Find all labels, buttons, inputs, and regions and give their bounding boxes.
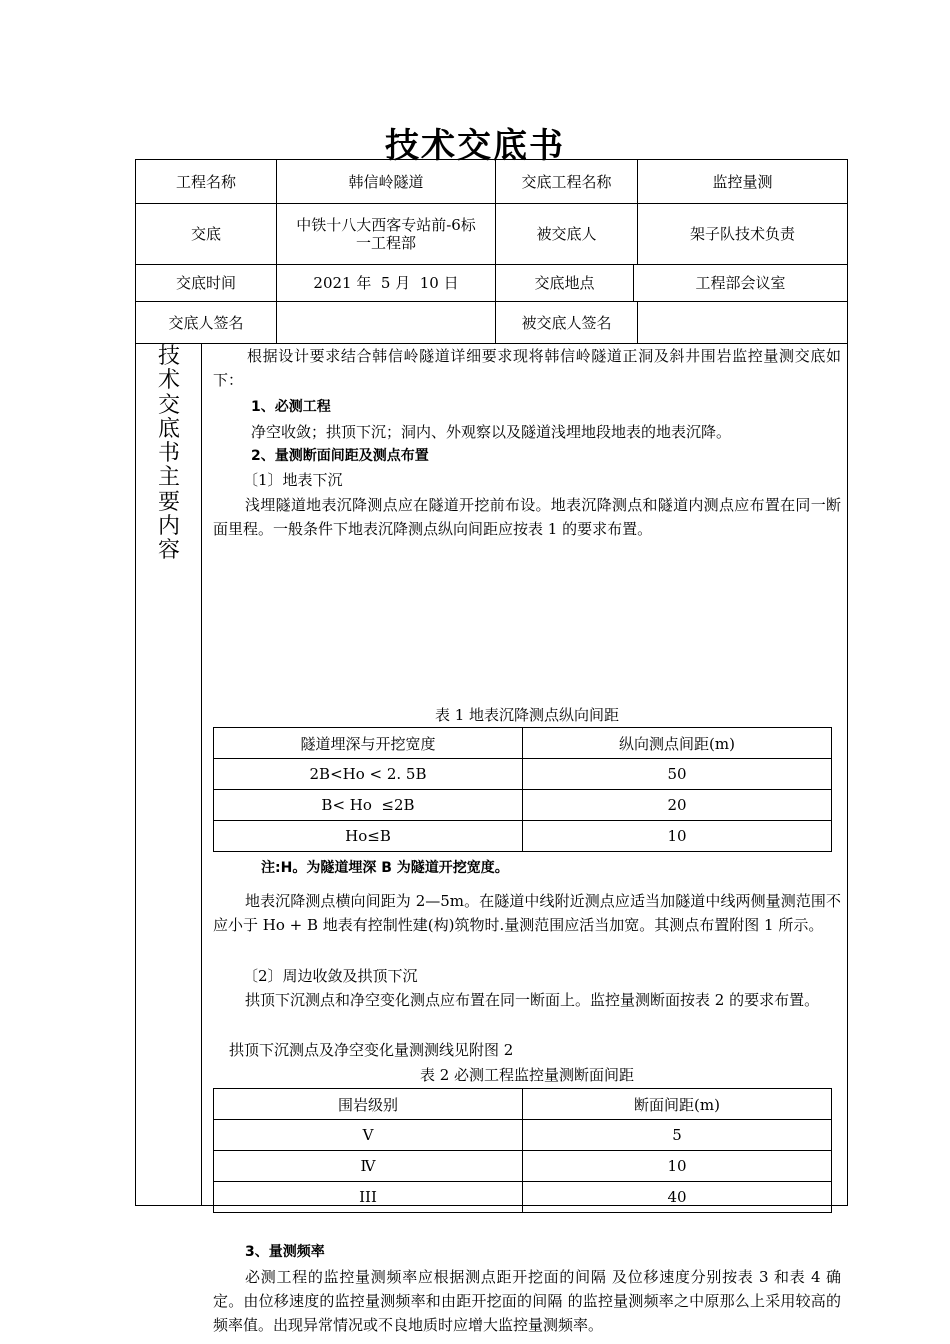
table-row — [214, 1151, 832, 1182]
time-value: 2021 年 5 月 10 日 — [276, 264, 495, 301]
header-row-1 — [136, 160, 847, 204]
table-cell: Ho≤B — [214, 821, 523, 852]
handover-project-label: 交底工程名称 — [495, 160, 637, 203]
handover-project-value: 监控量测 — [637, 160, 847, 203]
table-1-caption: 表 1 地表沉降测点纵向间距 — [434, 706, 620, 724]
document-title: 技术交底书 — [385, 126, 565, 166]
table-row — [214, 1182, 832, 1213]
intro-paragraph: 根据设计要求结合韩信岭隧道详细要求现将韩信岭隧道正洞及斜井围岩监控量测交底如下： — [213, 347, 841, 389]
table-cell: Ⅳ — [214, 1151, 523, 1182]
table-row — [214, 821, 832, 852]
table-row — [214, 790, 832, 821]
surface-settlement-paragraph: 浅埋隧道地表沉降测点应在隧道开挖前布设。地表沉降测点和隧道内测点应布置在同一断面里程。一般条件下地表沉降测点纵向间距应按表 1 的要求布置。 — [213, 496, 841, 538]
recipient-value: 架子队技术负责 — [637, 203, 847, 264]
frequency-paragraph: 必测工程的监控量测频率应根据测点距开挖面的间隔 及位移速度分别按表 3 和表 4 确定。由位移速度的监控量测频率和由距开挖面的间隔 的监控量测频率之中原那么上采用较高的频率值。出现异常情况或不良地质时应增大监控量测频率。 — [213, 1268, 841, 1334]
handover-unit-value: 中铁十八大西客专站前-6标一工程部 — [276, 203, 495, 264]
table-row — [214, 728, 832, 759]
content-side-column — [136, 343, 202, 1205]
recipient-label: 被交底人 — [495, 203, 637, 264]
header-row-3 — [136, 264, 847, 302]
table-1 — [213, 727, 832, 852]
table-row — [214, 1120, 832, 1151]
table-cell: 40 — [523, 1182, 832, 1213]
subsection-2: 〔2〕周边收敛及拱顶下沉 — [243, 967, 418, 985]
table-row — [214, 1089, 832, 1120]
table-cell: 10 — [523, 821, 832, 852]
table-cell: 20 — [523, 790, 832, 821]
project-name-value: 韩信岭隧道 — [276, 160, 495, 203]
table-header-cell: 断面间距(m) — [523, 1089, 832, 1120]
table-header-cell: 隧道埋深与开挖宽度 — [214, 728, 523, 759]
table-1-note: 注:H。为隧道埋深 B 为隧道开挖宽度。 — [261, 860, 509, 876]
location-label: 交底地点 — [495, 264, 633, 301]
handover-form — [135, 159, 848, 1334]
table-2-caption: 表 2 必测工程监控量测断面间距 — [419, 1066, 635, 1084]
lateral-spacing-paragraph: 地表沉降测点横向间距为 2—5m。在隧道中线附近测点应适当加隧道中线两侧量测范围不应小于 Ho + B 地表有控制性建(构)筑物时.量测范围应活当加宽。其测点布置附图 1 所示。 — [213, 892, 841, 934]
project-name-label: 工程名称 — [175, 173, 236, 191]
table-row — [214, 759, 832, 790]
recipient-signer-label: 被交底人签名 — [495, 301, 637, 343]
required-items-text: 净空收敛；拱顶下沉；洞内、外观察以及隧道浅埋地段地表的地表沉降。 — [251, 423, 732, 441]
table-cell: V — [214, 1120, 523, 1151]
table-header-cell: 纵向测点间距(m) — [523, 728, 832, 759]
figure-reference: 拱顶下沉测点及净空变化量测测线见附图 2 — [229, 1041, 514, 1059]
convergence-paragraph: 拱顶下沉测点和净空变化测点应布置在同一断面上。监控量测断面按表 2 的要求布置。 — [245, 991, 820, 1009]
handover-label: 交底 — [190, 225, 221, 243]
side-label: 技术交底书主要内容 — [157, 344, 180, 564]
location-value: 工程部会议室 — [633, 264, 847, 301]
table-cell: 5 — [523, 1120, 832, 1151]
table-2 — [213, 1088, 832, 1213]
table-header-cell: 围岩级别 — [214, 1089, 523, 1120]
table-cell: 10 — [523, 1151, 832, 1182]
section-heading-1: 1、必测工程 — [251, 399, 331, 415]
table-cell: B< Ho ≤2B — [214, 790, 523, 821]
section-heading-2: 2、量测断面间距及测点布置 — [251, 448, 429, 464]
section-heading-3: 3、量测频率 — [245, 1244, 325, 1260]
signer-label: 交底人签名 — [168, 313, 244, 332]
recipient-signer-value — [637, 301, 847, 343]
signer-value — [276, 301, 495, 343]
table-cell: 50 — [523, 759, 832, 790]
header-row-2 — [136, 203, 847, 265]
time-label: 交底时间 — [175, 274, 236, 292]
table-cell: III — [214, 1182, 523, 1213]
header-row-4 — [136, 301, 847, 344]
table-cell: 2B<Ho < 2. 5B — [214, 759, 523, 790]
subsection-1: 〔1〕地表下沉 — [243, 471, 343, 489]
